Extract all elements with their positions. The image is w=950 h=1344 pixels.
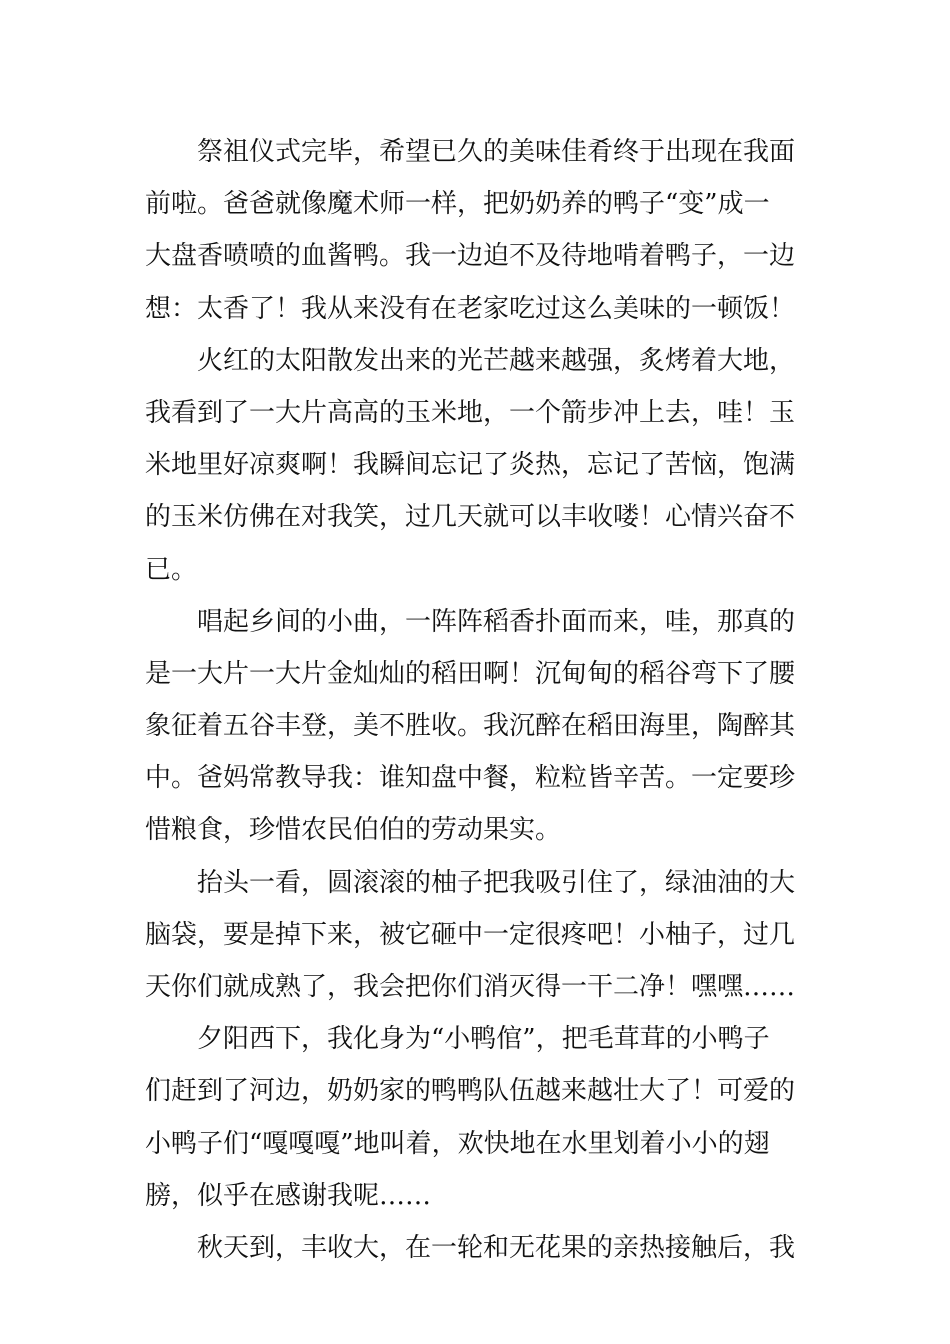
paragraph-autumn [145, 1222, 807, 1274]
paragraph-ricefield [145, 596, 807, 857]
text-line: 秋天到，丰收大，在一轮和无花果的亲热接触后，我 [197, 1232, 796, 1263]
text-line: 夕阳西下，我化身为“小鸭倌”，把毛茸茸的小鸭子 [197, 1024, 770, 1055]
text-line: 象征着五谷丰登，美不胜收。我沉醉在稻田海里，陶醉其 [145, 711, 796, 742]
text-line: 们赶到了河边，奶奶家的鸭鸭队伍越来越壮大了！可爱的 [145, 1076, 796, 1107]
text-line: 火红的太阳散发出来的光芒越来越强，炙烤着大地， [197, 345, 796, 376]
article-body [145, 126, 807, 1274]
paragraph-pomelo [145, 857, 807, 1014]
text-line: 已。 [145, 554, 198, 585]
text-line: 大盘香喷喷的血酱鸭。我一边迫不及待地啃着鸭子，一边 [145, 241, 796, 272]
text-line: 小鸭子们“嘎嘎嘎”地叫着，欢快地在水里划着小小的翅 [145, 1128, 770, 1159]
text-line: 的玉米仿佛在对我笑，过几天就可以丰收喽！心情兴奋不 [145, 502, 796, 533]
text-line: 前啦。爸爸就像魔术师一样，把奶奶养的鸭子“变”成一 [145, 189, 770, 220]
paragraph-feast [145, 126, 807, 335]
text-line: 抬头一看，圆滚滚的柚子把我吸引住了，绿油油的大 [197, 867, 796, 898]
text-line: 中。爸妈常教导我：谁知盘中餐，粒粒皆辛苦。一定要珍 [145, 763, 796, 794]
text-line: 是一大片一大片金灿灿的稻田啊！沉甸甸的稻谷弯下了腰 [145, 658, 796, 689]
text-line: 米地里好凉爽啊！我瞬间忘记了炎热，忘记了苦恼，饱满 [145, 450, 796, 481]
text-line: 膀，似乎在感谢我呢…… [145, 1180, 432, 1211]
paragraph-ducklings [145, 1013, 807, 1222]
text-line: 唱起乡间的小曲，一阵阵稻香扑面而来，哇，那真的 [197, 606, 796, 637]
paragraph-cornfield [145, 335, 807, 596]
text-line: 想：太香了！我从来没有在老家吃过这么美味的一顿饭！ [145, 293, 796, 324]
text-line: 天你们就成熟了，我会把你们消灭得一干二净！嘿嘿…… [145, 972, 796, 1002]
text-line: 祭祖仪式完毕，希望已久的美味佳肴终于出现在我面 [197, 137, 796, 167]
text-line: 脑袋，要是掉下来，被它砸中一定很疼吧！小柚子，过几 [145, 919, 796, 950]
text-line: 惜粮食，珍惜农民伯伯的劳动果实。 [145, 815, 562, 846]
text-line: 我看到了一大片高高的玉米地，一个箭步冲上去，哇！玉 [145, 397, 796, 428]
